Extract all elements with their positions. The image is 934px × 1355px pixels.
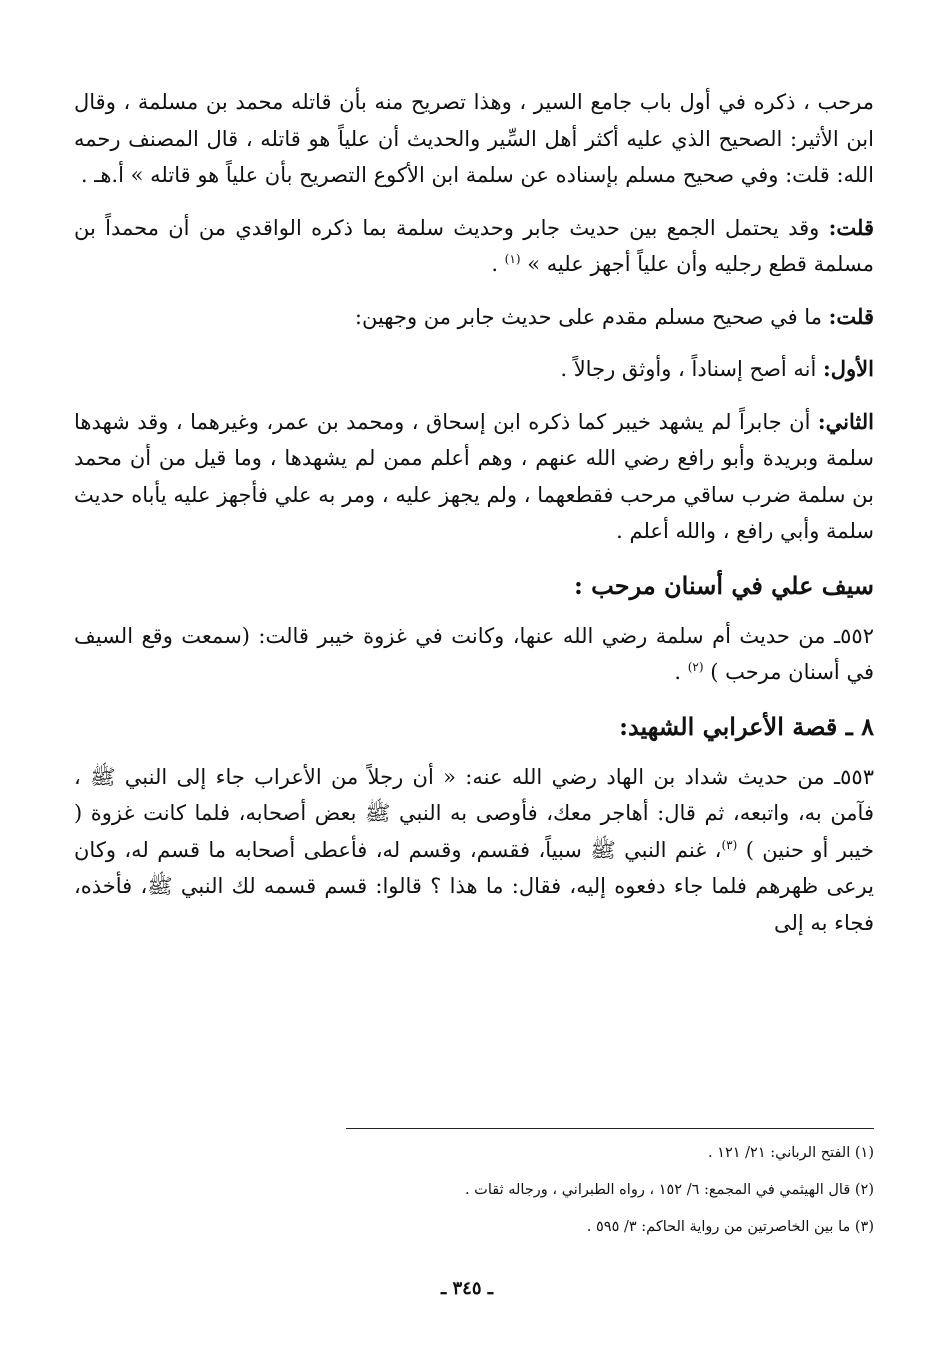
paragraph-end: . — [491, 252, 505, 276]
paragraph-text: وقد يحتمل الجمع بين حديث جابر وحديث سلمة بما ذكره الواقدي من أن محمداً بن مسلمة قطع رجليه وأن علياً أجهز عليه » — [74, 215, 874, 276]
paragraph-text: أن جابراً لم يشهد خيبر كما ذكره ابن إسحاق ، ومحمد بن عمر، وغيرهما ، وقد شهدها سلمة وبريدة وأبو رافع رضي الله عنهم ، وهم أعلم ممن لم يشهدها ، وما قيل من أن محمد بن سلمة ضرب ساقي مرحب فقطعهما ، ولم يجهز عليه ، ومر به علي فأجهز عليه يأباه حديث سلمة وأبي رافع ، والله أعلم . — [74, 409, 874, 543]
paragraph-lead-qultu: قلت: — [828, 214, 874, 240]
paragraph-lead-first: الأول: — [823, 356, 874, 381]
paragraph-second-reason — [74, 404, 874, 550]
hadith-553 — [74, 759, 874, 942]
paragraph-mirhab-killer — [74, 84, 874, 194]
hadith-text-part-a: ٥٥٣ـ من حديث شداد بن الهاد رضي الله عنه: « أن رجلاً من الأعراب جاء إلى النبي ﷺ ، فآمن به، واتبعه، ثم قال: أهاجر معك، فأوصى به النبي ﷺ بعض أصحابه، فلما كانت غزوة ( خيبر أو حنين ) — [74, 764, 874, 862]
paragraph-muslim-preferred — [74, 299, 874, 336]
footnote-1: (١) الفتح الرباني: ٢١/ ١٢١ . — [707, 1145, 874, 1161]
paragraph-lead-second: الثاني: — [817, 408, 874, 434]
section-heading-bedouin-martyr: ٨ ـ قصة الأعرابي الشهيد: — [619, 711, 874, 741]
hadith-text-part-b: ، غنم النبي ﷺ سبياً، فقسم، وقسم له، فأعطى أصحابه ما قسم له، وكان يرعى ظهرهم فلما جاء دفعوه إليه، فقال: ما هذا ؟ قالوا: قسم قسمه لك النبي ﷺ، فأخذه، فجاء به إلى — [74, 837, 874, 935]
footnote-marker-2: (٢) — [687, 660, 704, 674]
hadith-text: ٥٥٢ـ من حديث أم سلمة رضي الله عنها، وكانت في غزوة خيبر قالت: (سمعت وقع السيف في أسنان مرحب ) — [74, 623, 874, 684]
paragraph-end: . — [674, 660, 688, 684]
footnote-separator-rule — [346, 1128, 874, 1129]
footnote-marker-1: (١) — [504, 252, 521, 266]
paragraph-text: ما في صحيح مسلم مقدم على حديث جابر من وجهين: — [354, 304, 829, 329]
hadith-552 — [74, 618, 874, 691]
section-heading-ali-sword: سيف علي في أسنان مرحب : — [573, 570, 874, 600]
footnote-3: (٣) ما بين الخاصرتين من رواية الحاكم: ٣/ ٥٩٥ . — [586, 1219, 874, 1235]
paragraph-reconciliation — [74, 210, 874, 283]
footnote-2: (٢) قال الهيثمي في المجمع: ٦/ ١٥٢ ، رواه الطبراني ، ورجاله ثقات . — [464, 1182, 874, 1198]
paragraph-text: مرحب ، ذكره في أول باب جامع السير ، وهذا تصريح منه بأن قاتله محمد بن مسلمة ، وقال ابن الأثير: الصحيح الذي عليه أكثر أهل السِّير والحديث أن علياً هو قاتله ، قال المصنف رحمه الله: قلت: وفي صحيح مسلم بإسناده عن سلمة ابن الأكوع التصريح بأن علياً هو قاتله » أ.هـ . — [74, 90, 874, 187]
book-page-body — [74, 84, 874, 957]
footnotes-section — [74, 1128, 874, 1246]
footnote-marker-3: (٣) — [721, 837, 738, 852]
paragraph-first-reason — [74, 351, 874, 388]
page-number: ـ ٣٤٥ ـ — [440, 1278, 494, 1299]
paragraph-text: أنه أصح إسناداً ، وأوثق رجالاً . — [560, 357, 824, 381]
paragraph-lead-qultu: قلت: — [828, 303, 874, 329]
